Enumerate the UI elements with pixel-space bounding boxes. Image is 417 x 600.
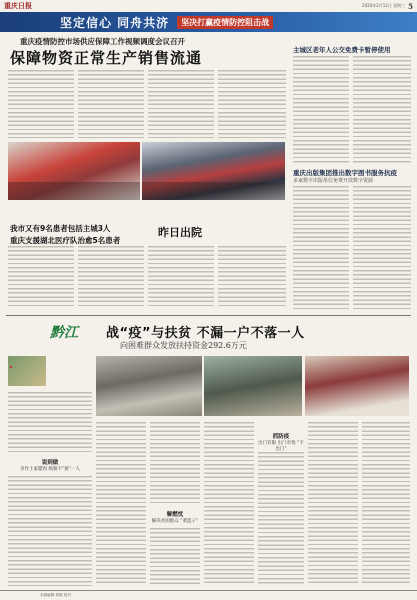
feature-logo: 黔江 (50, 325, 78, 341)
feature-body-col-5 (258, 452, 304, 586)
sidebar-subhead-2: 多家数字出版单位免费开放数字资源 (293, 178, 374, 184)
news-headline-3: 昨日出院 (158, 226, 202, 239)
feature-column-head-2: 解燃忧 (166, 512, 184, 518)
sidebar-headline-1: 主城区老年人公交免费卡暂停使用 (293, 46, 391, 54)
feature-photo-3 (305, 356, 409, 416)
page-number: 5 (408, 1, 413, 11)
feature-body-col-2 (96, 422, 146, 586)
news-body-col-2 (78, 246, 144, 308)
lead-title: 保障物资正常生产销售流通 (10, 49, 203, 67)
feature-subtitle: 向困难群众发放扶持资金292.6万元 (120, 341, 247, 350)
feature-photo-1 (96, 356, 202, 416)
photo-banner (10, 366, 12, 368)
news-headline-2: 重庆支援湖北医疗队治愈5名患者 (10, 236, 121, 245)
banner-tagline: 坚决打赢疫情防控阻击战 (177, 16, 273, 29)
feature-body-col-3a (150, 422, 200, 506)
news-body-col-1 (8, 246, 74, 308)
feature-body-col-6 (308, 422, 358, 586)
feature-title: 战“疫”与扶贫 不漏一户不落一人 (106, 326, 305, 341)
feature-column-sub-1: 亲作土家腊肉 频频不“接”一人 (19, 467, 81, 472)
feature-column-sub-2: 解决贫困群众 “菜篮子” (151, 519, 199, 524)
masthead (0, 0, 417, 12)
news-body-col-3 (148, 246, 214, 308)
sidebar-headline-2: 重庆出版集团推出数字图书服务抗疫 (293, 169, 397, 177)
news-photo-medical-staff (8, 142, 140, 200)
sidebar-body-2b (353, 186, 411, 312)
sidebar-body-2a (293, 186, 349, 312)
lead-body-col-1 (8, 70, 74, 138)
feature-photo-2 (204, 356, 302, 416)
lead-subtitle: 重庆疫情防控市场供应保障工作视频调度会议召开 (20, 37, 185, 46)
section-divider (6, 315, 411, 316)
feature-body-col-3b (150, 528, 200, 586)
sidebar-body-1a (293, 56, 349, 164)
feature-body-col-7 (362, 422, 410, 586)
page-footer: 本版编辑 排版 校对 (0, 590, 417, 600)
feature-photo-small (8, 356, 46, 386)
lead-body-col-3 (148, 70, 214, 138)
lead-body-col-4 (218, 70, 286, 138)
news-body-col-4 (218, 246, 286, 308)
lead-body-col-2 (78, 70, 144, 138)
paper-name: 重庆日报 (4, 1, 32, 10)
feature-column-head-3: 抓防疫 (272, 434, 290, 440)
news-headline-1: 我市又有9名患者包括主城3人 (10, 224, 111, 233)
top-banner (0, 12, 417, 32)
feature-column-sub-3: 出门有限 出门有忧 “不出门” (258, 441, 304, 452)
date-line: 2020年2月12日 星期三 (362, 3, 406, 8)
feature-body-col-4 (204, 422, 254, 586)
banner-slogan: 坚定信心 同舟共济 (60, 15, 170, 30)
sidebar-body-1b (353, 56, 411, 164)
feature-intro (8, 392, 92, 452)
news-photo-discharged-patients (142, 142, 285, 200)
feature-body-col-1 (8, 476, 92, 586)
feature-column-head-1: 说到做 (41, 460, 59, 466)
